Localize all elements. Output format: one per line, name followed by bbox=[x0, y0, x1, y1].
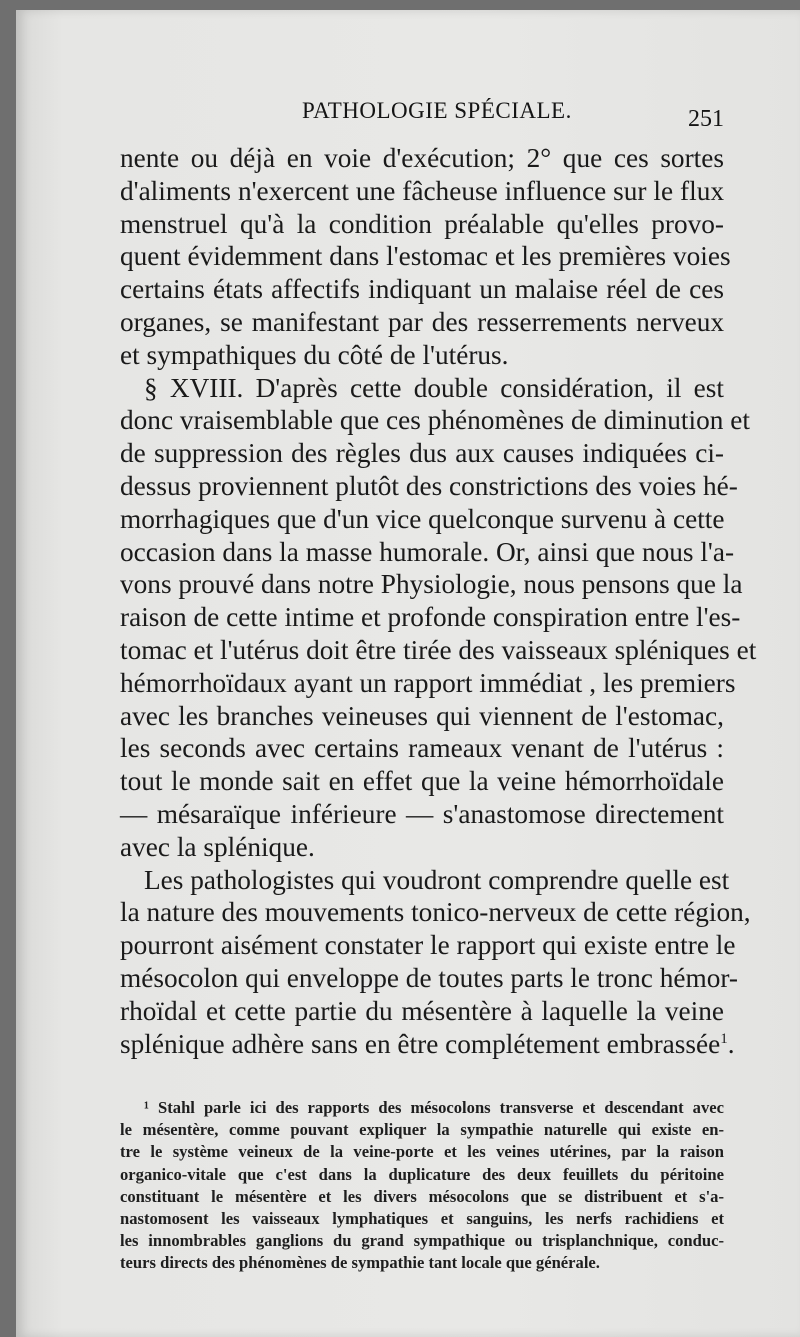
text-line: avec la splénique. bbox=[120, 831, 315, 862]
text-line: certains états affectifs indiquant un malaise réel de ces bbox=[120, 274, 724, 305]
text-line: donc vraisemblable que ces phénomènes de diminution et bbox=[120, 405, 750, 436]
main-text bbox=[120, 142, 757, 1060]
text-line: — mésaraïque inférieure — s'anastomose directement bbox=[120, 798, 724, 829]
text-line: tomac et l'utérus doit être tirée des vaisseaux spléniques et bbox=[120, 634, 757, 665]
text-line: morrhagiques que d'un vice quelconque survenu à cette bbox=[120, 503, 725, 534]
footnote-line: les innombrables ganglions du grand sympathique ou trisplanchnique, conduc- bbox=[120, 1231, 724, 1251]
text-line: rhoïdal et cette partie du mésentère à laquelle la veine bbox=[120, 995, 724, 1026]
text-line: de suppression des règles dus aux causes indiquées ci- bbox=[120, 438, 724, 469]
text-line: les seconds avec certains rameaux venant de l'utérus : bbox=[120, 733, 724, 764]
footnote-line bbox=[120, 1097, 724, 1119]
text-line: raison de cette intime et profonde conspiration entre l'es- bbox=[120, 602, 741, 633]
footnote-marker: ¹ bbox=[144, 1098, 149, 1117]
text-line: dessus proviennent plutôt des constrictions des voies hé- bbox=[120, 470, 738, 501]
text-line: quent évidemment dans l'estomac et les premières voies bbox=[120, 241, 731, 272]
text-line: d'aliments n'exercent une fâcheuse influence sur le flux bbox=[120, 175, 724, 206]
running-title: PATHOLOGIE SPÉCIALE. bbox=[302, 98, 572, 123]
footnote-line: constituant le mésentère et les divers mésocolons que se distribuent et s'a- bbox=[120, 1186, 724, 1206]
text-line-with-note: splénique adhère sans en être complétement embrassée$^1$. bbox=[120, 1028, 735, 1059]
footnote-reference: 1 bbox=[720, 1030, 728, 1047]
book-page bbox=[16, 10, 800, 1337]
text-line: § XVIII. D'après cette double considération, il est bbox=[144, 372, 724, 403]
text-line: avec les branches veineuses qui viennent de l'estomac, bbox=[120, 700, 724, 731]
text-line: et sympathiques du côté de l'utérus. bbox=[120, 339, 509, 370]
footnote-line: teurs directs des phénomènes de sympathie tant locale que générale. bbox=[120, 1253, 600, 1273]
footnote-line: le mésentère, comme pouvant expliquer la sympathie naturelle qui existe en- bbox=[120, 1120, 724, 1140]
text-line: hémorrhoïdaux ayant un rapport immédiat , les premiers bbox=[120, 667, 736, 698]
page-number: 251 bbox=[688, 106, 724, 132]
text-line: Les pathologistes qui voudront comprendre quelle est bbox=[144, 864, 730, 895]
text-line: la nature des mouvements tonico-nerveux de cette région, bbox=[120, 897, 751, 928]
text-line: pourront aisément constater le rapport qui existe entre le bbox=[120, 930, 736, 961]
text-line: mésocolon qui enveloppe de toutes parts le tronc hémor- bbox=[120, 962, 739, 993]
footnote-line: tre le système veineux de la veine-porte et les veines utérines, par la raison bbox=[120, 1142, 724, 1162]
text-line: tout le monde sait en effet que la veine hémorrhoïdale bbox=[120, 766, 724, 797]
footnote bbox=[120, 1097, 724, 1275]
text-line: vons prouvé dans notre Physiologie, nous pensons que la bbox=[120, 569, 743, 600]
text-line: splénique adhère sans en être complétement embrassée bbox=[120, 1028, 721, 1059]
text-line: menstruel qu'à la condition préalable qu'elles provo- bbox=[120, 208, 724, 239]
text-line: organes, se manifestant par des resserrements nerveux bbox=[120, 306, 724, 337]
footnote-line: nastomosent les vaisseaux lymphatiques et sanguins, les nerfs rachidiens et bbox=[120, 1209, 724, 1229]
text-line: occasion dans la masse humorale. Or, ainsi que nous l'a- bbox=[120, 536, 735, 567]
text-line: nente ou déjà en voie d'exécution; 2° que ces sortes bbox=[120, 143, 724, 173]
footnote-text: Stahl parle ici des rapports des mésocolons transverse et descendant avec bbox=[158, 1098, 725, 1117]
footnote-line: organico-vitale que c'est dans la duplicature des deux feuillets du péritoine bbox=[120, 1164, 724, 1184]
